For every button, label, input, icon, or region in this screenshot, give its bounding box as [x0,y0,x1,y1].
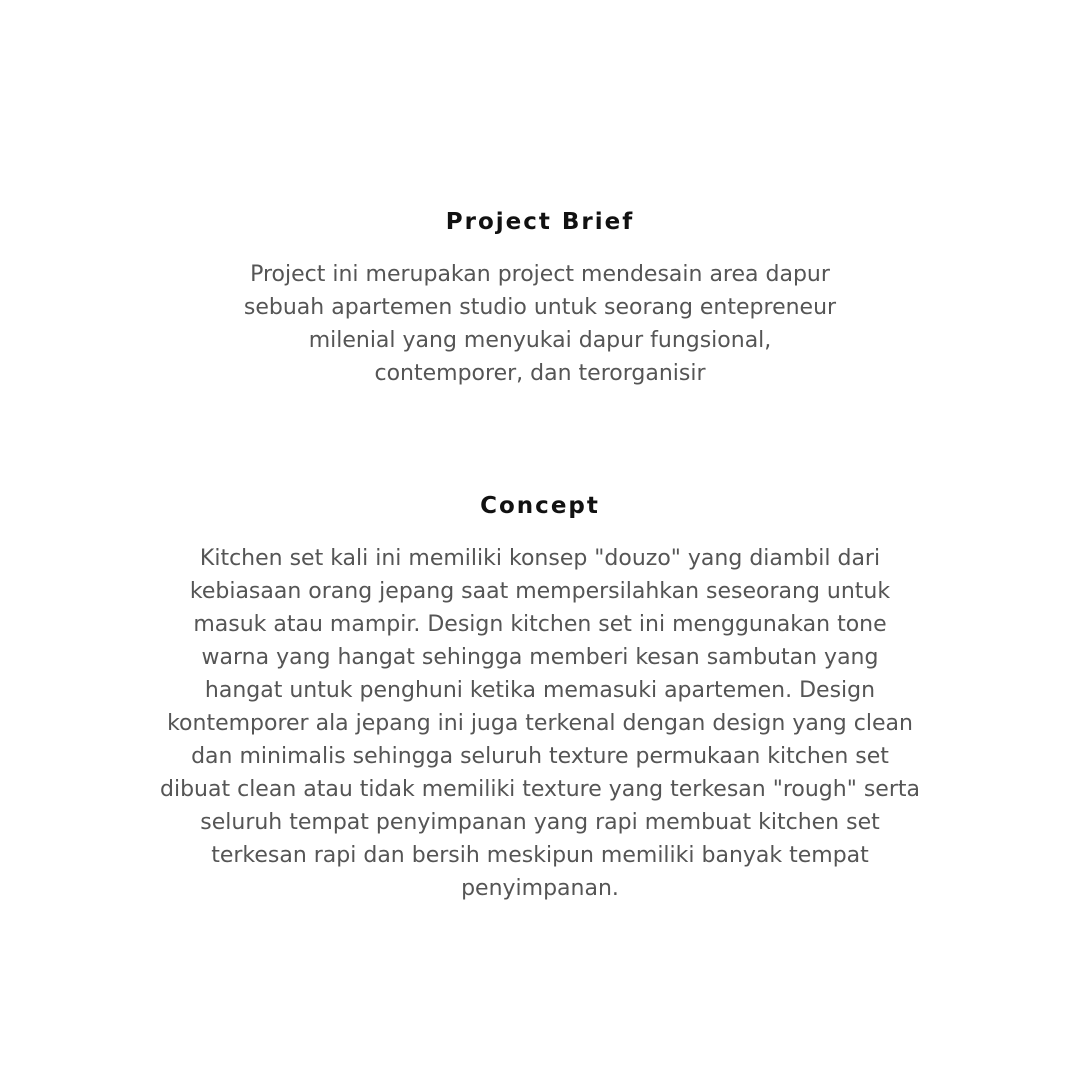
concept-section [0,488,1080,905]
text-line: Kitchen set kali ini memiliki konsep "douzo" yang diambil dari [199,546,881,571]
project-brief-section [0,204,1080,390]
project-brief-heading: Project Brief [445,209,635,235]
text-line: milenial yang menyukai dapur fungsional, [308,328,772,353]
text-line: warna yang hangat sehingga memberi kesan sambutan yang [201,645,879,670]
concept-text [100,542,980,905]
text-line: hangat untuk penghuni ketika memasuki apartemen. Design [204,678,876,703]
text-line: dibuat clean atau tidak memiliki texture yang terkesan "rough" serta [160,777,920,802]
project-brief-text [190,258,890,390]
text-line: penyimpanan. [461,876,619,901]
text-line: seluruh tempat penyimpanan yang rapi membuat kitchen set [200,810,880,835]
concept-heading: Concept [480,493,600,519]
text-line: terkesan rapi dan bersih meskipun memiliki banyak tempat [211,843,869,868]
text-line: contemporer, dan terorganisir [374,361,706,386]
text-line: kebiasaan orang jepang saat mempersilahkan seseorang untuk [189,579,891,604]
text-line: Project ini merupakan project mendesain area dapur [250,262,830,287]
text-line: dan minimalis sehingga seluruh texture permukaan kitchen set [191,744,889,769]
text-line: sebuah apartemen studio untuk seorang entepreneur [243,295,837,320]
text-line: masuk atau mampir. Design kitchen set ini menggunakan tone [193,612,887,637]
text-line: kontemporer ala jepang ini juga terkenal dengan design yang clean [167,711,913,736]
